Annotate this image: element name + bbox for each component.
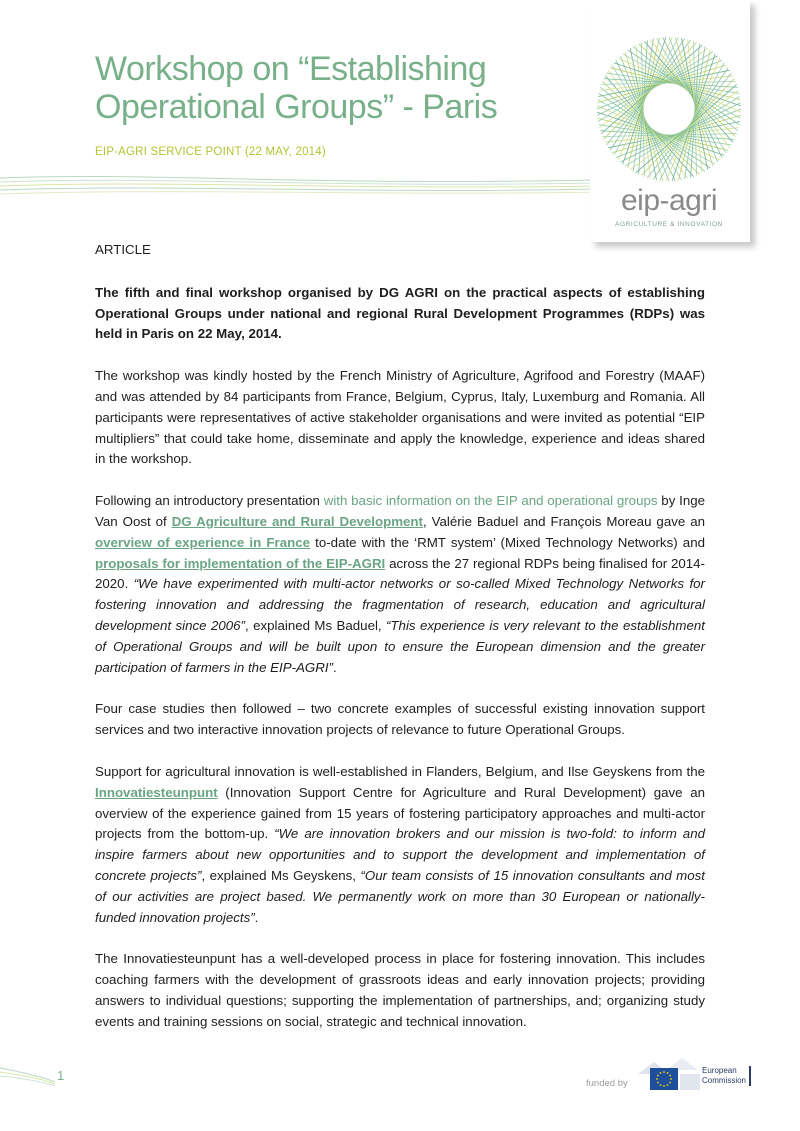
- link-overview-experience[interactable]: overview of experience in France: [95, 534, 310, 550]
- eip-agri-logo: [590, 0, 750, 242]
- eu-star: [657, 1082, 659, 1084]
- article-lead: The fifth and final workshop organised by DG AGRI on the practical aspects of establishing Operational Groups under national and regional Rural Development Programmes (RDPs) was held in Paris on 22 May, 2014.: [95, 284, 705, 342]
- link-basic-information[interactable]: with basic information on the EIP and operational groups: [323, 493, 658, 509]
- funded-by-label: funded by: [586, 1078, 628, 1089]
- decorative-footer-lines: [0, 1060, 60, 1090]
- ec-divider: [749, 1066, 751, 1086]
- page-title: Workshop on “Establishing Operational Groups” - Paris: [95, 50, 498, 126]
- eu-star: [660, 1084, 662, 1086]
- paragraph-process: The Innovatiesteunpunt has a well-developed process in place for fostering innovation. This includes coaching farmers with the development of grassroots ideas and early innovation projects; providing answers to individual questions; supporting the implementation of partnerships, and; organizing study events and training sessions on social, strategic and technical innovation.: [95, 951, 705, 1029]
- european-commission-label: European Commission: [702, 1066, 747, 1085]
- starburst-icon: [594, 34, 744, 184]
- article-label: ARTICLE: [95, 242, 151, 257]
- decorative-header-lines: [0, 168, 600, 204]
- eu-star: [669, 1082, 671, 1084]
- logo-name: eip-agri: [620, 184, 718, 217]
- quote-geyskens-2: “Our team consists of 15 innovation consultants and most of our activities are project based. We permanently work on more than 30 European or nationally-funded innovation projects”: [95, 867, 705, 925]
- eu-star: [657, 1075, 659, 1077]
- paragraph-case-studies: Four case studies then followed – two concrete examples of successful existing innovation support services and two interactive innovation projects of relevance to future Operational Groups.: [95, 701, 705, 738]
- link-dg-agriculture[interactable]: DG Agriculture and Rural Development: [171, 513, 423, 529]
- page-number: 1: [57, 1068, 65, 1083]
- eu-star: [663, 1071, 665, 1073]
- quote-baduel-2: “This experience is very relevant to the establishment of Operational Groups and will be built upon to ensure the European dimension and the greater participation of farmers in the EIP-AGRI”: [95, 617, 705, 675]
- paragraph-workshop-host: The workshop was kindly hosted by the French Ministry of Agriculture, Agrifood and Forestry (MAAF) and was attended by 84 participants from France, Belgium, Cyprus, Italy, Luxemburg and Romania. All participants were representatives of active stakeholder organisations and were invited as potential “EIP multipliers” that could take home, disseminate and apply the knowledge, experience and ideas shared in the workshop.: [95, 368, 705, 467]
- eu-star: [656, 1078, 658, 1080]
- link-innovatiesteunpunt[interactable]: Innovatiesteunpunt: [95, 784, 218, 800]
- eu-star: [670, 1078, 672, 1080]
- quote-baduel-1: “We have experimented with multi-actor networks or so-called Mixed Technology Networks for fostering innovation and addressing the fragmentation of research, education and agricultural development since 2006”: [95, 576, 705, 633]
- link-proposals-implementation[interactable]: proposals for implementation of the EIP-AGRI: [95, 555, 386, 571]
- eu-star: [660, 1072, 662, 1074]
- article-body: [95, 240, 705, 1033]
- paragraph-introduction: Following an introductory presentation with basic information on the EIP and operational groups by Inge Van Oost of DG Agriculture and Rural Development, Valérie Baduel and François Moreau gave an overview of experience in France to-date with the ‘RMT system’ (Mixed Technology Networks) and proposals for implementation of the EIP-AGRI across the 27 regional RDPs being finalised for 2014-2020. “We have experimented with multi-actor networks or so-called Mixed Technology Networks for fostering innovation and addressing the fragmentation of research, education and agricultural development since 2006”, explained Ms Baduel, “This experience is very relevant to the establishment of Operational Groups and will be built upon to ensure the European dimension and the greater participation of farmers in the EIP-AGRI”.: [95, 493, 706, 675]
- page-subtitle: EIP-AGRI SERVICE POINT (22 MAY, 2014): [95, 146, 326, 158]
- paragraph-flanders: Support for agricultural innovation is well-established in Flanders, Belgium, and Ilse Geyskens from the Innovatiesteunpunt (Innovation Support Centre for Agriculture and Rural Development) gave an overview of the experience gained from 15 years of fostering participatory approaches and multi-actor projects from the bottom-up. “We are innovation brokers and our mission is two-fold: to inform and inspire farmers about new opportunities and to support the development and implementation of concrete projects”, explained Ms Geyskens, “Our team consists of 15 innovation consultants and most of our activities are project based. We permanently work on more than 30 European or nationally-funded innovation projects”.: [95, 763, 705, 925]
- eu-star: [667, 1084, 669, 1086]
- eu-star: [669, 1075, 671, 1077]
- logo-tagline: AGRICULTURE & INNOVATION: [615, 221, 723, 228]
- eu-star: [667, 1072, 669, 1074]
- eu-star: [663, 1085, 665, 1087]
- quote-geyskens-1: “We are innovation brokers and our mission is two-fold: to inform and inspire farmers about new opportunities and to support the development and implementation of concrete projects”: [95, 826, 705, 883]
